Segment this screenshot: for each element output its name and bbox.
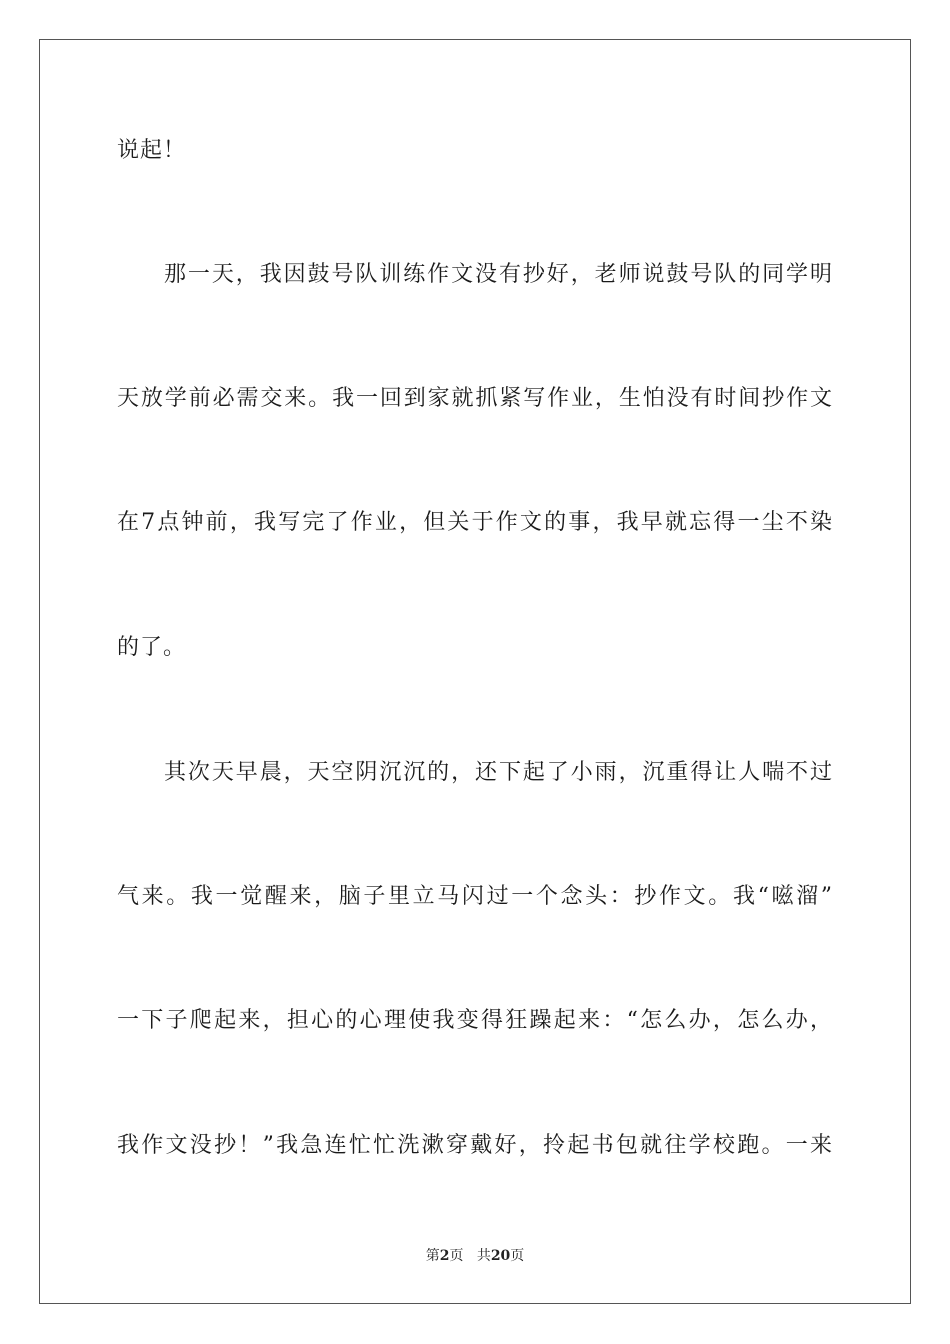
page-border xyxy=(39,39,911,1304)
text-line-9: 我作文没抄！”我急连忙忙洗漱穿戴好，拎起书包就往学校跑。一来 xyxy=(117,1133,833,1158)
text-line-6: 其次天早晨，天空阴沉沉的，还下起了小雨，沉重得让人喘不过 xyxy=(164,760,833,785)
total-suffix: 页 xyxy=(510,1248,525,1264)
page-footer xyxy=(0,1246,950,1266)
page-suffix: 页 xyxy=(449,1248,464,1264)
total-pages: 20 xyxy=(490,1248,511,1264)
text-line-4: 在7点钟前，我写完了作业，但关于作文的事，我早就忘得一尘不染 xyxy=(117,510,833,535)
text-line-3: 天放学前必需交来。我一回到家就抓紧写作业，生怕没有时间抄作文 xyxy=(117,386,833,411)
page-prefix: 第 xyxy=(425,1248,440,1264)
page-number: 2 xyxy=(439,1248,450,1264)
text-line-8: 一下子爬起来，担心的心理使我变得狂躁起来：“怎么办，怎么办， xyxy=(117,1008,833,1033)
text-line-7: 气来。我一觉醒来，脑子里立马闪过一个念头：抄作文。我“嗞溜” xyxy=(117,884,833,909)
text-line-2: 那一天，我因鼓号队训练作文没有抄好，老师说鼓号队的同学明 xyxy=(164,262,833,287)
text-line-1: 说起！ xyxy=(117,138,187,163)
total-prefix: 共 xyxy=(476,1248,491,1264)
text-line-5: 的了。 xyxy=(117,635,187,660)
